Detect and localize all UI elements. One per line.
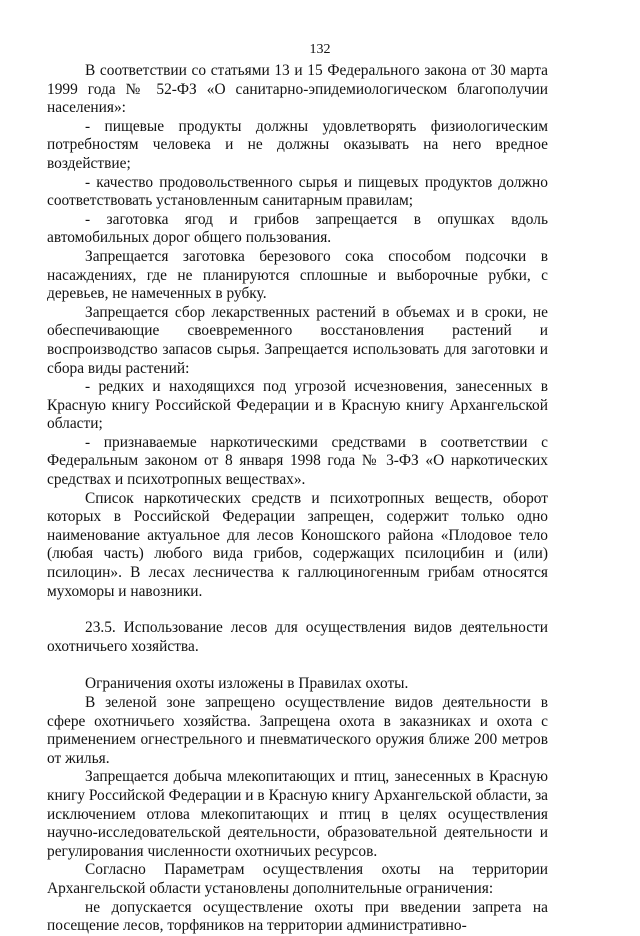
paragraph: В соответствии со статьями 13 и 15 Федерального закона от 30 марта 1999 года № 52-ФЗ «О санитарно-эпидемиологическом благополучии населения»: xyxy=(47,62,548,117)
paragraph: Запрещается заготовка березового сока способом подсочки в насаждениях, где не планируются сплошные и выборочные рубки, с деревьев, не намеченных в рубку. xyxy=(47,247,548,303)
page-number: 132 xyxy=(309,42,331,57)
paragraph: В зеленой зоне запрещено осуществление видов деятельности в сфере охотничьего хозяйства. Запрещена охота в заказниках и охота с применением огнестрельного и пневматического оружия ближе 200 метров от жилья. xyxy=(47,694,548,767)
paragraph: Запрещается добыча млекопитающих и птиц, занесенных в Красную книгу Российской Федерации и в Красную книгу Архангельской области, за исключением отлова млекопитающих и птиц в целях осуществления научно-исследовательской деятельности, образовательной деятельности и регулирования численности охотничьих ресурсов. xyxy=(47,768,548,860)
paragraph: Список наркотических средств и психотропных веществ, оборот которых в Российской Федерации запрещен, содержит только одно наименование актуальное для лесов Коношского района «Плодовое тело (любая часть) любого вида грибов, содержащих псилоцибин и (или) псилоцин». В лесах лесничества к галлюциногенным грибам относятся мухоморы и навозники. xyxy=(47,489,548,600)
paragraph: - признаваемые наркотическими средствами в соответствии с Федеральным законом от 8 января 1998 года № 3-ФЗ «О наркотических средствах и психотропных веществах». xyxy=(47,433,548,489)
section-heading: 23.5. Использование лесов для осуществления видов деятельности охотничьего хозяйства. xyxy=(47,619,548,655)
paragraph: не допускается осуществление охоты при введении запрета на посещение лесов, торфяников на территории административно- xyxy=(47,898,548,935)
paragraph: - заготовка ягод и грибов запрещается в опушках вдоль автомобильных дорог общего пользования. xyxy=(47,210,548,247)
paragraph: Запрещается сбор лекарственных растений в объемах и в сроки, не обеспечивающие своевременного восстановления растений и воспроизводство запасов сырья. Запрещается использовать для заготовки и сбора виды растений: xyxy=(47,303,548,377)
paragraph: - пищевые продукты должны удовлетворять физиологическим потребностям человека и не должны оказывать на него вредное воздействие; xyxy=(47,117,548,172)
paragraph: Согласно Параметрам осуществления охоты на территории Архангельской области установлены дополнительные ограничения: xyxy=(47,861,548,897)
document-body xyxy=(47,62,548,936)
paragraph: - качество продовольственного сырья и пищевых продуктов должно соответствовать установленным санитарным правилам; xyxy=(47,173,548,210)
paragraph: - редких и находящихся под угрозой исчезновения, занесенных в Красную книгу Российской Федерации и в Красную книгу Архангельской области; xyxy=(47,378,548,433)
paragraph: Ограничения охоты изложены в Правилах охоты. xyxy=(85,675,409,693)
